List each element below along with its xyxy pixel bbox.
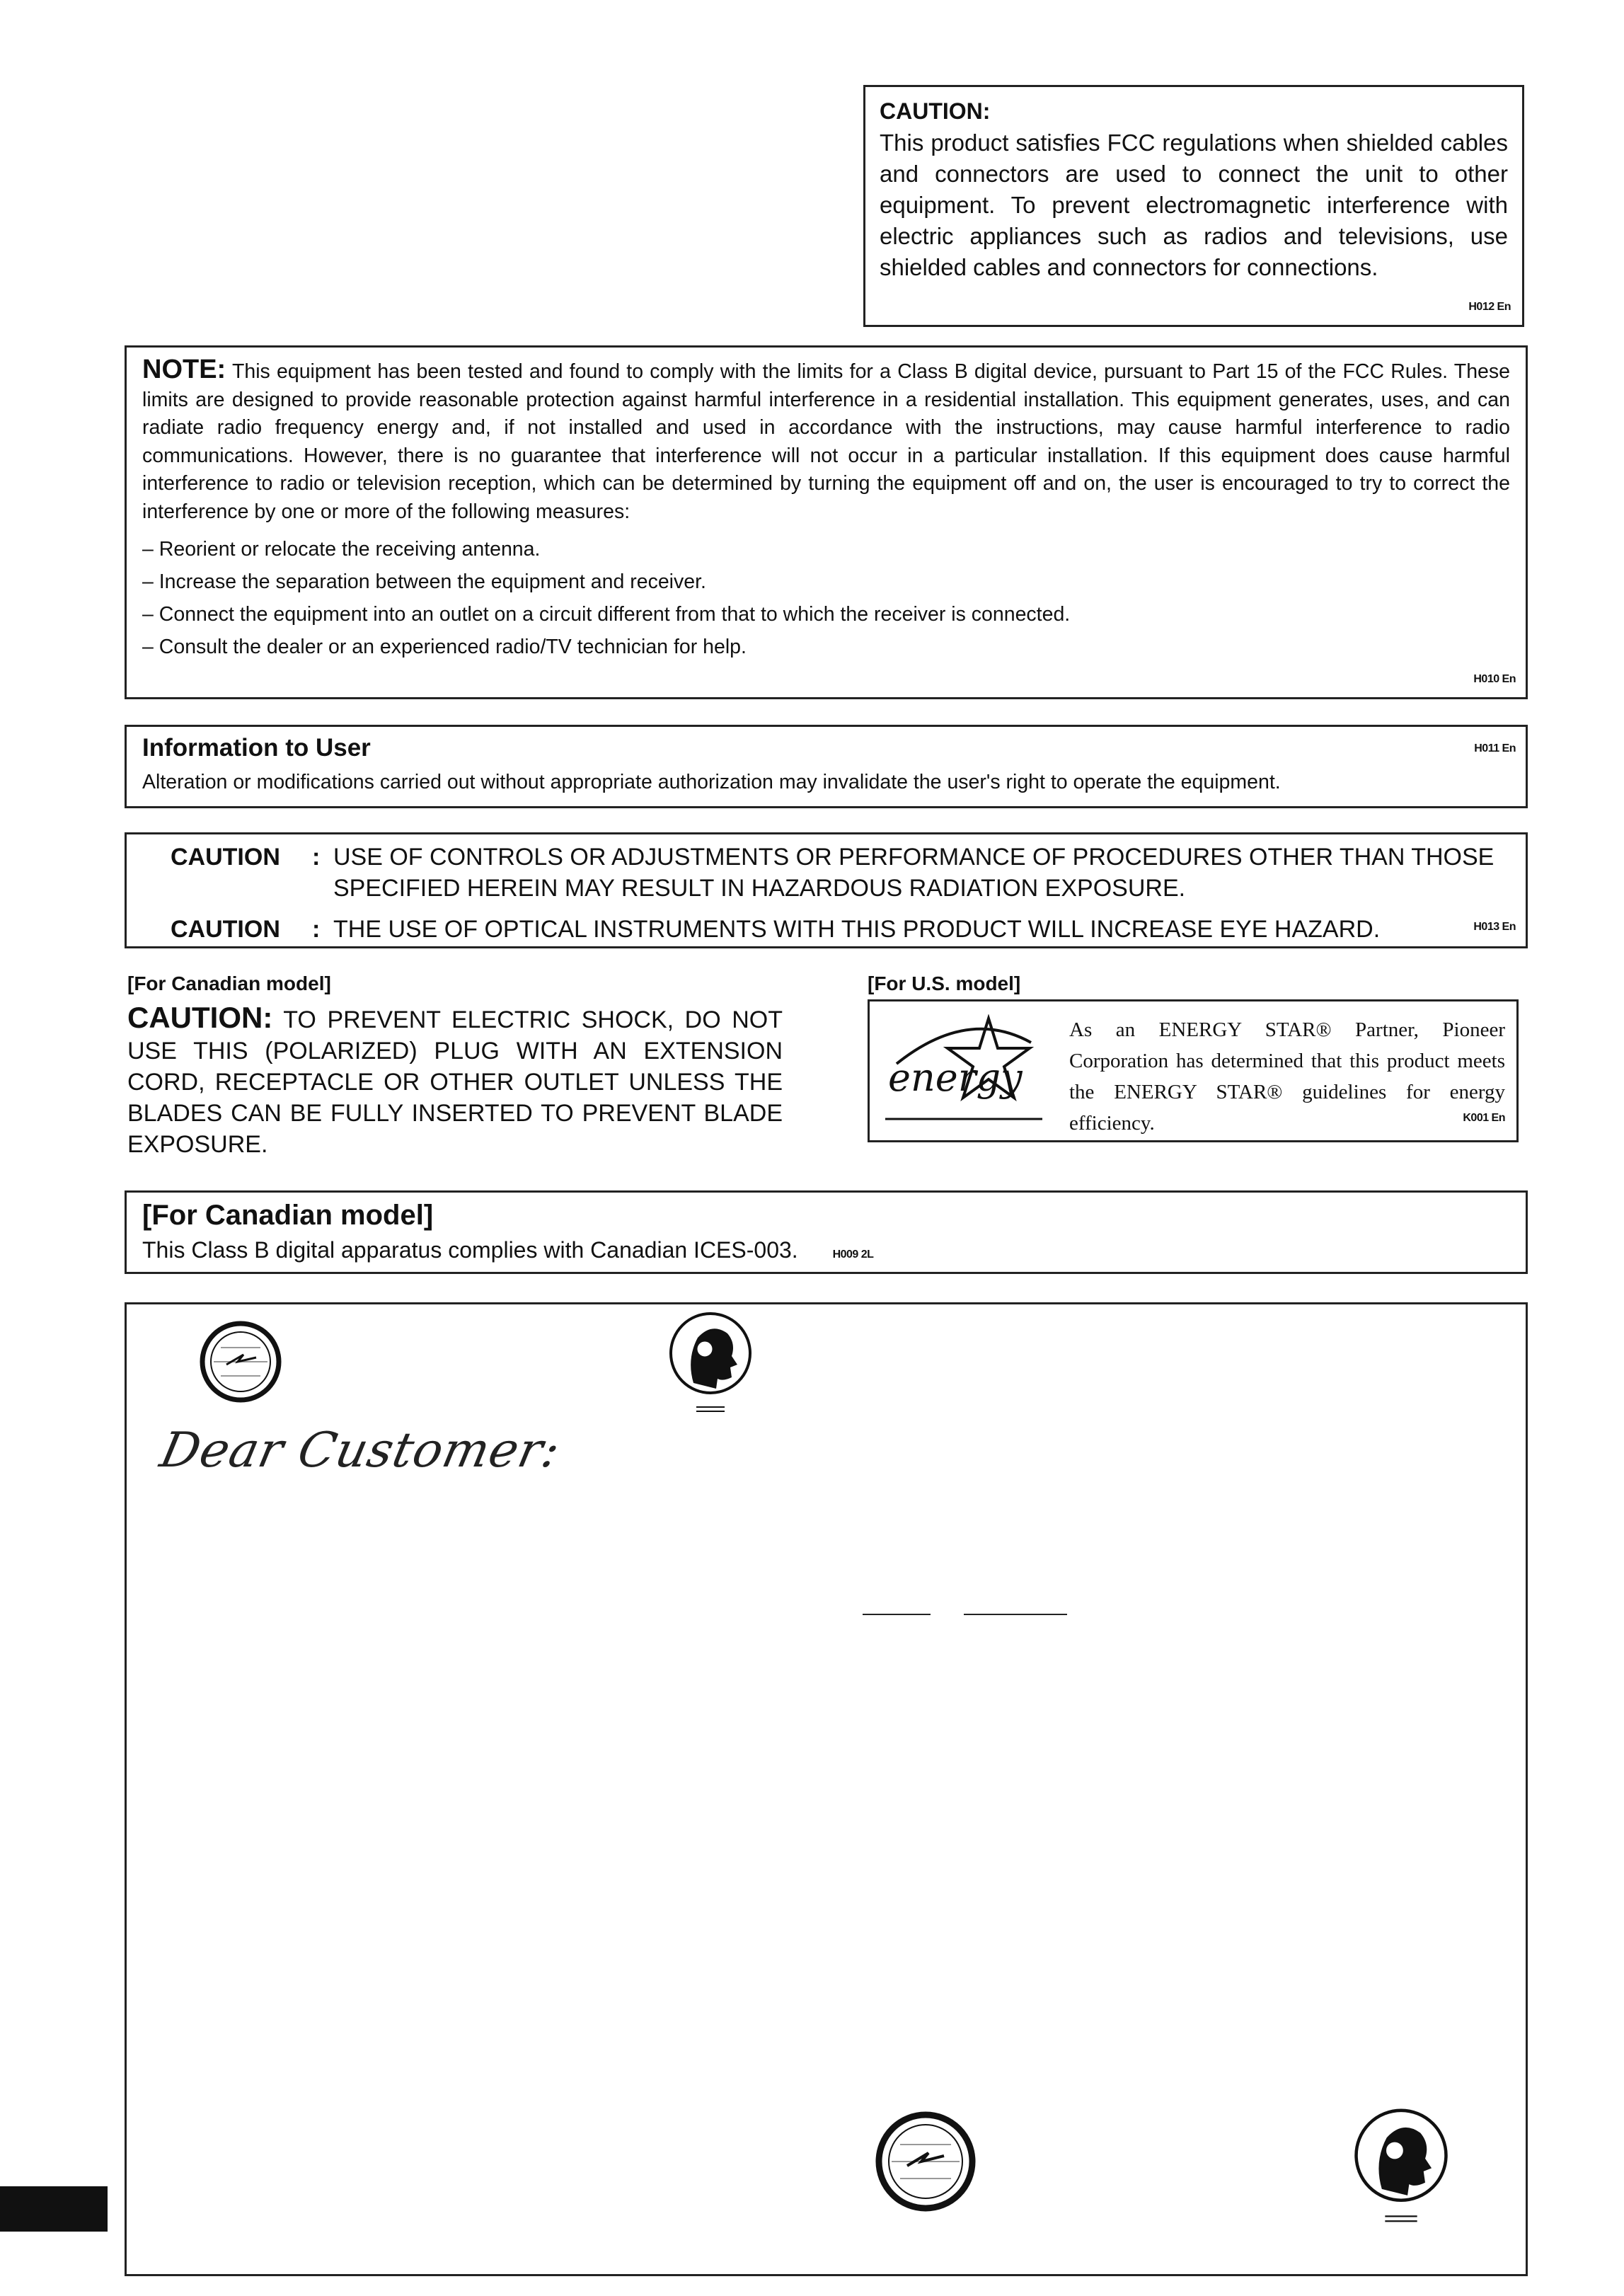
note-measures-list — [142, 533, 1510, 663]
fcc-note-box — [125, 345, 1528, 699]
canadian-caution-lead: CAUTION: — [127, 1001, 273, 1034]
ices-statement — [142, 1237, 1510, 1263]
caution-label: CAUTION — [171, 844, 280, 871]
laser-caution-row — [142, 842, 1510, 904]
safety-seal-icon — [200, 1318, 282, 1413]
hearing-safety-head-icon — [1353, 2105, 1449, 2227]
canadian-plug-caution — [127, 1002, 783, 1160]
dear-customer-title: Dear Customer: — [155, 1423, 565, 1479]
page-edge-tab — [0, 2186, 108, 2232]
laser-caution-text: THE USE OF OPTICAL INSTRUMENTS WITH THIS PRODUCT WILL INCREASE EYE HAZARD. — [333, 916, 1381, 943]
note-code: H010 En — [1473, 673, 1516, 685]
caution-label: CAUTION — [171, 916, 280, 943]
info-heading: Information to User — [142, 734, 371, 762]
info-body: Alteration or modifications carried out without appropriate authorization may invalidate the user's right to operate the equipment. — [142, 771, 1281, 793]
canadian-caution-body: TO PREVENT ELECTRIC SHOCK, DO NOT USE THIS (POLARIZED) PLUG WITH AN EXTENSION CORD, RECEPTACLE OR OTHER OUTLET UNLESS THE BLADES CAN BE FULLY INSERTED TO PREVENT BLADE EXPOSURE. — [127, 1006, 783, 1158]
fcc-note-text — [142, 356, 1510, 526]
energy-logo-wordmark: energy — [888, 1055, 1023, 1100]
fcc-caution-box — [863, 85, 1524, 327]
safety-seal-icon — [875, 2111, 977, 2212]
note-measure: – Increase the separation between the equipment and receiver. — [142, 570, 706, 593]
laser-caution-code: H013 En — [1473, 921, 1516, 933]
laser-caution-row — [142, 914, 1510, 945]
ices-body: This Class B digital apparatus complies with Canadian ICES-003. — [142, 1237, 798, 1263]
note-measure: – Connect the equipment into an outlet on a circuit different from that to which the receiver is connected. — [142, 603, 1071, 626]
fcc-caution-heading: CAUTION: — [880, 98, 991, 124]
laser-caution-box — [125, 832, 1528, 948]
fcc-caution-code: H012 En — [1468, 301, 1511, 313]
note-lead: NOTE: — [142, 355, 226, 384]
ices-heading: [For Canadian model] — [142, 1200, 434, 1231]
energy-star-text: As an ENERGY STAR® Partner, Pioneer Corporation has determined that this product meets the ENERGY STAR® guidelines for energy efficiency. — [1069, 1018, 1505, 1135]
caution-separator: : — [312, 844, 321, 871]
us-model-subheading: [For U.S. model] — [868, 972, 1021, 994]
note-measure: – Reorient or relocate the receiving antenna. — [142, 538, 541, 561]
canadian-ices-box — [125, 1190, 1528, 1274]
underline-rule — [964, 1614, 1067, 1615]
caution-separator: : — [312, 916, 321, 943]
energy-star-logo-icon — [882, 1014, 1045, 1122]
fcc-caution-body: This product satisfies FCC regulations when shielded cables and connectors are used to connect the unit to other equipment. To prevent electromagnetic interference with electric appliances such as radios and televisions, use shielded cables and connectors for connections. — [880, 130, 1508, 280]
laser-caution-text: USE OF CONTROLS OR ADJUSTMENTS OR PERFORMANCE OF PROCEDURES OTHER THAN THOSE SPECIFIED HEREIN MAY RESULT IN HAZARDOUS RADIATION EXPOSURE. — [333, 844, 1495, 902]
information-to-user-box — [125, 725, 1528, 808]
hearing-safety-head-icon — [668, 1309, 753, 1416]
canadian-model-subheading: [For Canadian model] — [127, 972, 331, 994]
energy-code: K001 En — [1463, 1112, 1505, 1124]
info-code: H011 En — [1474, 742, 1516, 754]
ices-code: H009 2L — [832, 1249, 874, 1261]
note-measure: – Consult the dealer or an experienced radio/TV technician for help. — [142, 636, 747, 658]
underline-rule — [863, 1614, 931, 1615]
note-body: This equipment has been tested and found to comply with the limits for a Class B digital device, pursuant to Part 15 of the FCC Rules. These limits are designed to provide reasonable protection against harmful interference in a residential installation. This equipment generates, uses, and can radiate radio frequency energy and, if not installed and used in accordance with the instructions, may cause harmful interference to radio communications. However, there is no guarantee that interference will not occur in a particular installation. If this equipment does cause harmful interference to radio or television reception, which can be determined by turning the equipment off and on, the user is encouraged to try to correct the interference by one or more of the following measures: — [142, 360, 1511, 523]
energy-star-box — [868, 999, 1519, 1142]
